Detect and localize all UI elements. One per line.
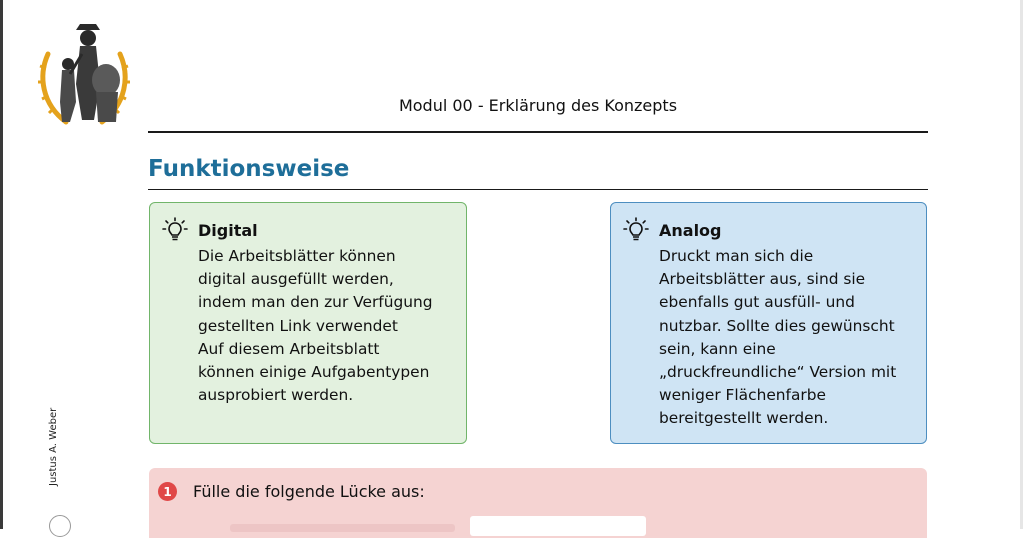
section-divider — [148, 189, 928, 190]
digital-box-title: Digital — [198, 220, 258, 240]
gap-input-field[interactable] — [470, 516, 646, 536]
task-number-badge: 1 — [158, 482, 177, 501]
digital-info-box — [149, 202, 467, 444]
digital-line: ausprobiert werden. — [198, 386, 354, 405]
author-name: Justus A. Weber — [48, 407, 59, 486]
digital-line: Auf diesem Arbeitsblatt — [198, 339, 380, 358]
digital-line: können einige Aufgabentypen — [198, 363, 430, 382]
analog-line: „druckfreundliche“ Version mit — [659, 363, 897, 382]
page-marker-circle — [49, 515, 71, 537]
analog-box-text — [659, 245, 914, 431]
header-divider — [148, 131, 928, 133]
task-instruction: Fülle die folgende Lücke aus: — [193, 482, 425, 501]
analog-line: nutzbar. Sollte dies gewünscht — [659, 316, 895, 335]
task-partial-text — [230, 524, 455, 532]
section-title: Funktionsweise — [148, 156, 350, 182]
lightbulb-icon — [162, 217, 188, 243]
analog-line: bereitgestellt werden. — [659, 409, 829, 428]
module-title: Modul 00 - Erklärung des Konzepts — [398, 96, 678, 115]
digital-line: digital ausgefüllt werden, — [198, 270, 394, 289]
digital-box-text — [198, 245, 454, 407]
digital-box-header — [162, 219, 454, 241]
analog-info-box — [610, 202, 927, 444]
analog-line: sein, kann eine — [659, 339, 776, 358]
analog-line: weniger Flächenfarbe — [659, 386, 826, 405]
analog-box-header — [623, 219, 914, 241]
digital-line: gestellten Link verwendet — [198, 316, 398, 335]
digital-line: Die Arbeitsblätter können — [198, 247, 396, 265]
analog-line: ebenfalls gut ausfüll- und — [659, 293, 855, 312]
analog-box-title: Analog — [659, 220, 722, 240]
analog-line: Druckt man sich die — [659, 247, 814, 265]
digital-line: indem man den zur Verfügung — [198, 293, 433, 312]
lightbulb-icon — [623, 217, 649, 243]
page-edge-left — [0, 0, 3, 529]
school-logo — [36, 24, 132, 128]
analog-line: Arbeitsblätter aus, sind sie — [659, 270, 866, 289]
